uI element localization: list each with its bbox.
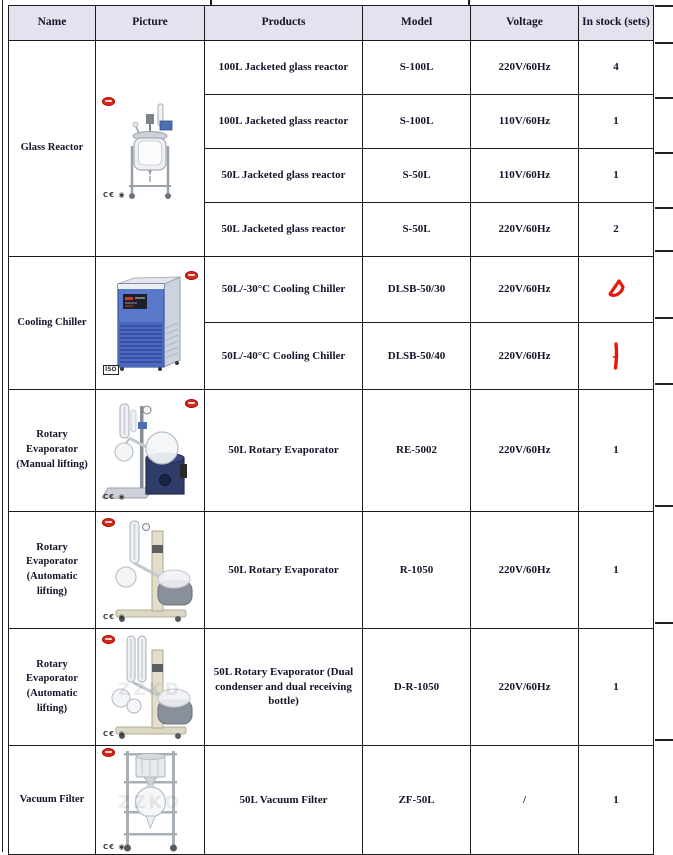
product-cell: 50L/-30°C Cooling Chiller <box>205 257 363 323</box>
cropped-column-row-line <box>655 250 673 252</box>
ce-mark-icon: C€ ◉ <box>103 729 126 738</box>
cropped-column-row-line <box>655 207 673 209</box>
picture-frame <box>101 517 199 623</box>
equipment-catalog-document <box>8 5 654 855</box>
model-cell: ZF-50L <box>363 746 471 855</box>
cropped-column-row-line <box>655 383 673 385</box>
cropped-column-row-line <box>655 505 673 507</box>
table-row <box>9 746 654 855</box>
handwritten-red-mark-loop <box>603 277 629 303</box>
picture-frame <box>101 634 199 740</box>
cropped-column-row-line <box>655 42 673 44</box>
ce-mark-icon: C€ ◉ <box>103 612 126 621</box>
model-cell: D-R-1050 <box>363 629 471 746</box>
equipment-name-cell: Glass Reactor <box>9 41 96 257</box>
table-row <box>9 512 654 629</box>
equipment-table <box>8 5 654 855</box>
rotary-evaporator-dual-image <box>102 634 198 740</box>
voltage-cell: 110V/60Hz <box>471 149 579 203</box>
stock-cell: 1 <box>579 390 654 512</box>
product-cell: 50L/-40°C Cooling Chiller <box>205 323 363 390</box>
cropped-column-row-line <box>655 97 673 99</box>
voltage-cell: 220V/60Hz <box>471 41 579 95</box>
product-cell: 100L Jacketed glass reactor <box>205 95 363 149</box>
stock-cell: 1 <box>579 95 654 149</box>
model-cell: S-100L <box>363 95 471 149</box>
model-cell: RE-5002 <box>363 390 471 512</box>
voltage-cell: 220V/60Hz <box>471 203 579 257</box>
equipment-name-cell: Rotary Evaporator (Manual lifting) <box>9 390 96 512</box>
voltage-cell: 220V/60Hz <box>471 257 579 323</box>
stock-cell <box>579 257 654 323</box>
model-cell: R-1050 <box>363 512 471 629</box>
rotary-evaporator-auto-image <box>102 517 198 623</box>
cropped-column-row-line <box>655 317 673 319</box>
handwritten-red-mark-stroke <box>609 341 623 371</box>
product-cell: 50L Rotary Evaporator <box>205 390 363 512</box>
picture-frame <box>101 747 199 853</box>
rotary-evaporator-manual-image <box>102 398 198 504</box>
voltage-cell: 220V/60Hz <box>471 629 579 746</box>
column-header-products: Products <box>205 6 363 41</box>
product-cell: 50L Rotary Evaporator (Dual condenser and dual receiving bottle) <box>205 629 363 746</box>
stock-cell: 1 <box>579 629 654 746</box>
table-row <box>9 390 654 512</box>
picture-frame <box>101 270 199 376</box>
brand-logo-icon <box>102 97 115 106</box>
stock-cell: 2 <box>579 203 654 257</box>
equipment-name-cell: Rotary Evaporator (Automatic lifting) <box>9 512 96 629</box>
cropped-column-row-line <box>655 622 673 624</box>
stock-cell: 1 <box>579 149 654 203</box>
equipment-picture-cell <box>96 512 205 629</box>
picture-frame <box>101 398 199 504</box>
stock-cell <box>579 323 654 390</box>
picture-frame <box>101 96 199 202</box>
cropped-column-row-line <box>655 152 673 154</box>
model-cell: DLSB-50/40 <box>363 323 471 390</box>
equipment-picture-cell <box>96 629 205 746</box>
voltage-cell: / <box>471 746 579 855</box>
brand-logo-icon <box>185 271 198 280</box>
voltage-cell: 220V/60Hz <box>471 390 579 512</box>
voltage-cell: 220V/60Hz <box>471 323 579 390</box>
column-header-voltage: Voltage <box>471 6 579 41</box>
equipment-picture-cell <box>96 390 205 512</box>
brand-logo-icon <box>102 748 115 757</box>
brand-logo-icon <box>102 518 115 527</box>
model-cell: S-100L <box>363 41 471 95</box>
brand-logo-icon <box>102 635 115 644</box>
ce-mark-icon: C€ ◉ <box>103 842 126 851</box>
product-cell: 100L Jacketed glass reactor <box>205 41 363 95</box>
ce-mark-icon: C€ ◉ <box>103 191 126 200</box>
product-cell: 50L Vacuum Filter <box>205 746 363 855</box>
column-header-name: Name <box>9 6 96 41</box>
equipment-name-cell: Cooling Chiller <box>9 257 96 390</box>
table-row <box>9 41 654 95</box>
vacuum-filter-image <box>102 747 198 853</box>
table-body <box>9 41 654 855</box>
page-left-edge-line <box>2 0 3 852</box>
table-header <box>9 6 654 41</box>
ce-mark-icon: C€ ◉ <box>103 493 126 502</box>
table-row <box>9 257 654 323</box>
column-header-picture: Picture <box>96 6 205 41</box>
stock-cell: 1 <box>579 512 654 629</box>
cooling-chiller-image <box>102 270 198 376</box>
column-header-model: Model <box>363 6 471 41</box>
product-cell: 50L Jacketed glass reactor <box>205 149 363 203</box>
iso-mark-icon: ISO <box>103 365 119 375</box>
cropped-column-row-line <box>655 5 673 7</box>
product-cell: 50L Jacketed glass reactor <box>205 203 363 257</box>
table-row <box>9 629 654 746</box>
brand-logo-icon <box>185 399 198 408</box>
stock-cell: 1 <box>579 746 654 855</box>
product-cell: 50L Rotary Evaporator <box>205 512 363 629</box>
model-cell: DLSB-50/30 <box>363 257 471 323</box>
equipment-picture-cell <box>96 746 205 855</box>
equipment-picture-cell <box>96 257 205 390</box>
equipment-name-cell: Vacuum Filter <box>9 746 96 855</box>
stock-cell: 4 <box>579 41 654 95</box>
equipment-picture-cell <box>96 41 205 257</box>
column-header-in-stock-sets-: In stock (sets) <box>579 6 654 41</box>
voltage-cell: 110V/60Hz <box>471 95 579 149</box>
glass-reactor-image <box>102 96 198 202</box>
model-cell: S-50L <box>363 203 471 257</box>
equipment-name-cell: Rotary Evaporator (Automatic lifting) <box>9 629 96 746</box>
voltage-cell: 220V/60Hz <box>471 512 579 629</box>
model-cell: S-50L <box>363 149 471 203</box>
cropped-column-row-line <box>655 739 673 741</box>
